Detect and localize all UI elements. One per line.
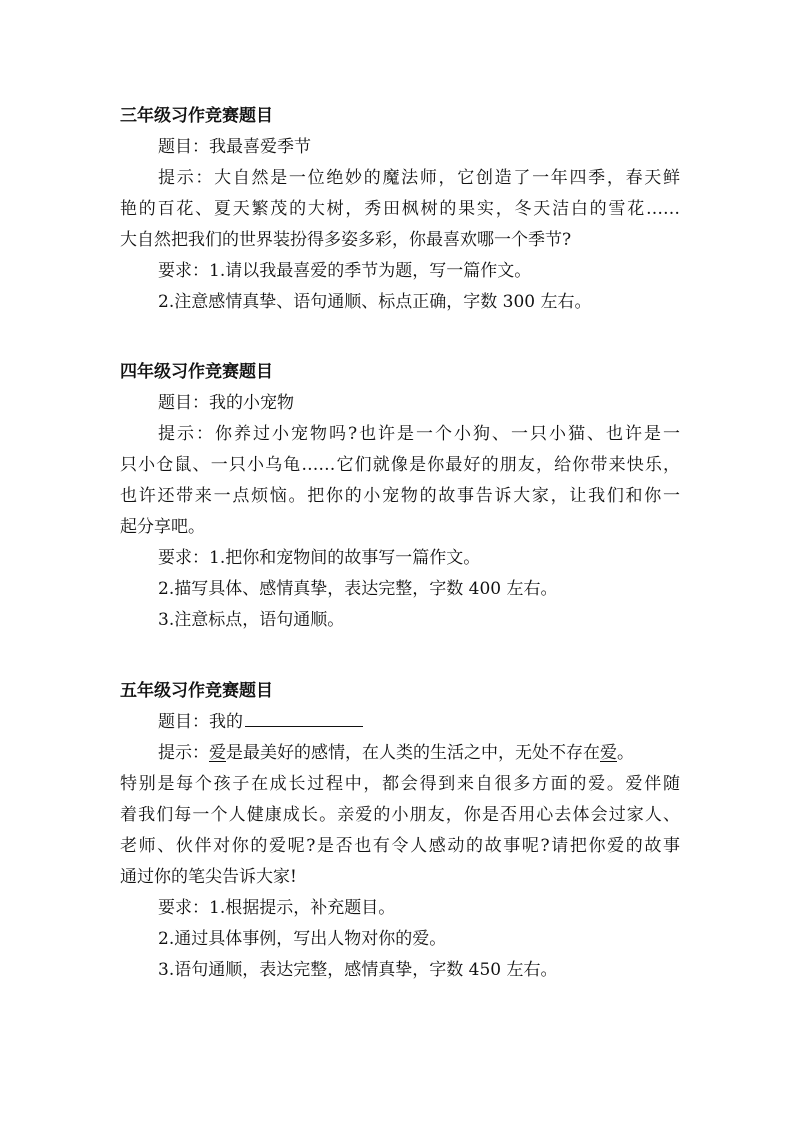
grade4-requirement-3: 3.注意标点，语句通顺。	[158, 610, 345, 630]
grade3-requirement-2: 2.注意感情真挚、语句通顺、标点正确，字数 300 左右。	[158, 292, 592, 312]
grade5-hint-ai-underlined-2: 爱	[600, 743, 617, 763]
grade3-hint-line2: 艳的百花、夏天繁茂的大树，秀田枫树的果实，冬天洁白的雪花……	[120, 199, 680, 219]
grade5-hint-line1-mid: 是最美好的感情，在人类的生活之中，无处不存在	[226, 743, 600, 763]
grade5-hint-line2: 特别是每个孩子在成长过程中，都会得到来自很多方面的爱。爱伴随	[120, 774, 680, 794]
grade3-hint-line3: 大自然把我们的世界装扮得多姿多彩，你最喜欢哪一个季节?	[120, 230, 572, 250]
grade5-topic-prefix: 题目：我的	[158, 712, 243, 732]
grade5-hint-prefix: 提示：	[158, 743, 209, 763]
grade4-hint-line2: 只小仓鼠、一只小乌龟……它们就像是你最好的朋友，给你带来快乐，	[120, 455, 680, 475]
grade4-requirement-2: 2.描写具体、感情真挚，表达完整，字数 400 左右。	[158, 579, 558, 599]
grade4-hint-line1: 提示：你养过小宠物吗?也许是一个小狗、一只小猫、也许是一	[158, 424, 680, 444]
grade3-requirement-1: 要求：1.请以我最喜爱的季节为题，写一篇作文。	[158, 261, 532, 281]
grade5-hint-line1	[120, 738, 680, 769]
grade5-hint-line1-end: 。	[617, 743, 634, 763]
grade5-requirement-1: 要求：1.根据提示，补充题目。	[158, 898, 396, 918]
grade5-hint-line5: 通过你的笔尖告诉大家!	[120, 867, 297, 887]
grade3-hint-line1: 提示：大自然是一位绝妙的魔法师，它创造了一年四季，春天鲜	[158, 168, 680, 188]
grade5-hint-ai-underlined-1: 爱	[209, 743, 226, 763]
grade4-topic: 题目：我的小宠物	[158, 393, 294, 413]
grade5-topic-blank	[245, 708, 363, 727]
grade4-requirement-1: 要求：1.把你和宠物间的故事写一篇作文。	[158, 548, 481, 568]
grade4-title: 四年级习作竞赛题目	[120, 362, 273, 382]
grade5-title: 五年级习作竞赛题目	[120, 681, 273, 701]
grade5-requirement-3: 3.语句通顺，表达完整，感情真挚，字数 450 左右。	[158, 960, 558, 980]
grade5-hint-line4: 老师、伙伴对你的爱呢?是否也有令人感动的故事呢?请把你爱的故事	[120, 836, 680, 856]
grade3-section	[120, 101, 680, 318]
grade4-section	[120, 357, 680, 636]
grade5-requirement-2: 2.通过具体事例，写出人物对你的爱。	[158, 929, 447, 949]
grade5-hint-line3: 着我们每一个人健康成长。亲爱的小朋友，你是否用心去体会过家人、	[120, 805, 680, 825]
grade3-title: 三年级习作竞赛题目	[120, 106, 273, 126]
grade3-topic: 题目：我最喜爱季节	[158, 137, 311, 157]
grade4-hint-line3: 也许还带来一点烦恼。把你的小宠物的故事告诉大家，让我们和你一	[120, 486, 680, 506]
grade5-topic	[120, 707, 680, 738]
grade4-hint-line4: 起分享吧。	[120, 517, 205, 537]
grade5-section	[120, 676, 680, 986]
